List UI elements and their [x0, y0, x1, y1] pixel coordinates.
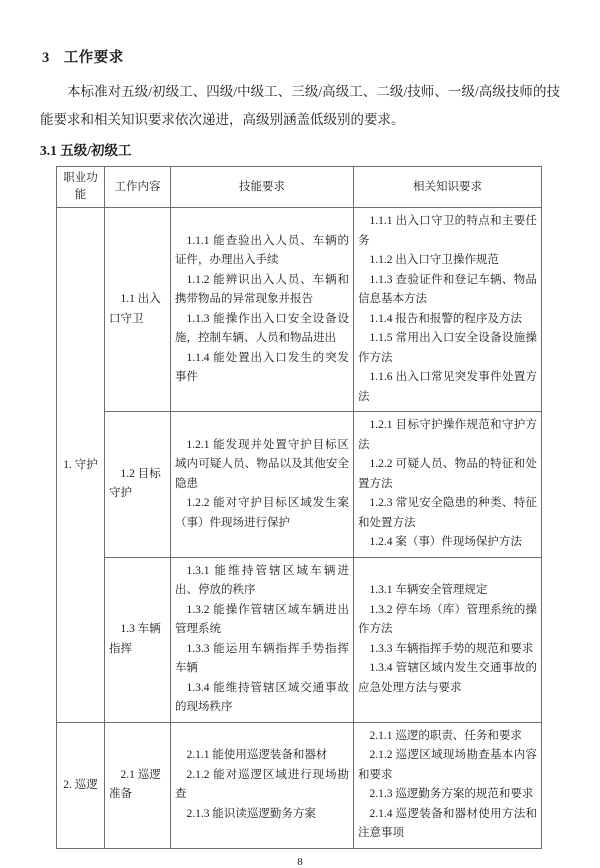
- work-content-cell: [105, 412, 171, 558]
- knowledge-item: 2.1.2 巡逻区域现场勘查基本内容和要求: [358, 749, 537, 781]
- knowledge-item: 1.3.4 管辖区域内发生交通事故的应急处理方法与要求: [358, 662, 537, 694]
- skill-item: 1.3.3 能运用车辆指挥手势指挥车辆: [175, 642, 349, 674]
- knowledge-requirements-cell: [354, 208, 542, 412]
- work-content-cell: [105, 722, 171, 848]
- header-knowledge-requirements: 相关知识要求: [354, 167, 542, 208]
- work-content-label: 2.1 巡逻准备: [109, 768, 161, 800]
- skill-item: 2.1.1 能使用巡逻装备和器材: [186, 749, 328, 761]
- skill-item: 1.2.2 能对守护目标区域发生案（事）件现场进行保护: [175, 497, 349, 529]
- knowledge-item: 1.3.2 停车场（库）管理系统的操作方法: [358, 603, 537, 635]
- section-number: 3: [42, 50, 50, 66]
- skill-requirements-cell: [171, 412, 354, 558]
- subsection-heading: 3.1 五级/初级工: [40, 143, 132, 158]
- skill-item: 2.1.2 能对巡逻区域进行现场勘查: [175, 768, 349, 800]
- skill-item: 1.1.4 能处置出入口发生的突发事件: [175, 351, 349, 383]
- work-content-label: 1.3 车辆指挥: [109, 623, 161, 655]
- knowledge-item: 2.1.3 巡逻勤务方案的规范和要求: [369, 788, 534, 800]
- section-heading: [42, 46, 560, 67]
- page-number: 8: [297, 855, 303, 868]
- section-title: 工作要求: [63, 50, 124, 66]
- intro-paragraph: 本标准对五级/初级工、四级/中级工、三级/高级工、二级/技师、一级/高级技师的技能要求和相关知识要求依次递进，高级别涵盖低级别的要求。: [40, 84, 560, 127]
- knowledge-item: 1.3.1 车辆安全管理规定: [369, 584, 488, 596]
- table-row: [57, 412, 542, 558]
- skill-requirements-cell: [171, 557, 354, 722]
- work-content-label: 1.2 目标守护: [109, 467, 161, 500]
- work-content-label: 1.1 出入口守卫: [109, 293, 161, 325]
- header-occupational-function: 职业功能: [57, 167, 105, 208]
- skill-item: 1.3.1 能维持管辖区域车辆进出、停放的秩序: [175, 564, 349, 596]
- requirements-table-body: [57, 208, 542, 849]
- skill-item: 1.3.2 能操作管辖区域车辆进出管理系统: [175, 603, 349, 635]
- table-row: [57, 557, 542, 722]
- skill-item: 1.1.2 能辨识出入人员、车辆和携带物品的异常现象并报告: [175, 273, 349, 305]
- knowledge-item: 1.3.3 车辆指挥手势的规范和要求: [369, 642, 534, 655]
- table-row: [57, 722, 542, 848]
- knowledge-item: 1.2.1 目标守护操作规范和守护方法: [358, 419, 537, 451]
- knowledge-item: 1.2.4 案（事）件现场保护方法: [369, 536, 522, 548]
- work-content-cell: [105, 557, 171, 722]
- skill-item: 1.1.1 能查验出入人员、车辆的证件，办理出入手续: [175, 234, 349, 266]
- table-row: [57, 208, 542, 412]
- knowledge-item: 1.1.3 查验证件和登记车辆、物品信息基本方法: [358, 273, 537, 305]
- knowledge-item: 1.2.2 可疑人员、物品的特征和处置方法: [358, 458, 537, 490]
- occupational-function-cell: 2. 巡逻: [57, 722, 105, 848]
- skill-item: 1.2.1 能发现并处置守护目标区域内可疑人员、物品以及其他安全隐患: [175, 438, 349, 490]
- work-content-cell: [105, 208, 171, 412]
- knowledge-item: 1.1.1 出入口守卫的特点和主要任务: [358, 215, 537, 247]
- table-header-row: [57, 167, 542, 208]
- skill-item: 1.3.4 能维持管辖区域交通事故的现场秩序: [175, 681, 349, 713]
- knowledge-item: 1.1.2 出入口守卫操作规范: [369, 254, 499, 266]
- skill-requirements-cell: [171, 208, 354, 412]
- header-skill-requirements: 技能要求: [171, 167, 354, 208]
- knowledge-item: 2.1.1 巡逻的职责、任务和要求: [369, 729, 522, 742]
- knowledge-requirements-cell: [354, 412, 542, 558]
- skill-item: 2.1.3 能识读巡逻勤务方案: [186, 807, 316, 820]
- knowledge-item: 2.1.4 巡逻装备和器材使用方法和注意事项: [358, 807, 537, 839]
- skill-requirements-cell: [171, 722, 354, 848]
- knowledge-requirements-cell: [354, 557, 542, 722]
- knowledge-item: 1.2.3 常见安全隐患的种类、特征和处置方法: [358, 497, 537, 529]
- knowledge-item: 1.1.5 常用出入口安全设备设施操作方法: [358, 332, 537, 364]
- skill-item: 1.1.3 能操作出入口安全设备设施，控制车辆、人员和物品进出: [175, 312, 349, 344]
- knowledge-item: 1.1.6 出入口常见突发事件处置方法: [358, 371, 537, 403]
- occupational-function-cell: 1. 守护: [57, 208, 105, 723]
- knowledge-item: 1.1.4 报告和报警的程序及方法: [369, 312, 522, 325]
- header-work-content: 工作内容: [105, 167, 171, 208]
- requirements-table: [56, 166, 542, 849]
- knowledge-requirements-cell: [354, 722, 542, 848]
